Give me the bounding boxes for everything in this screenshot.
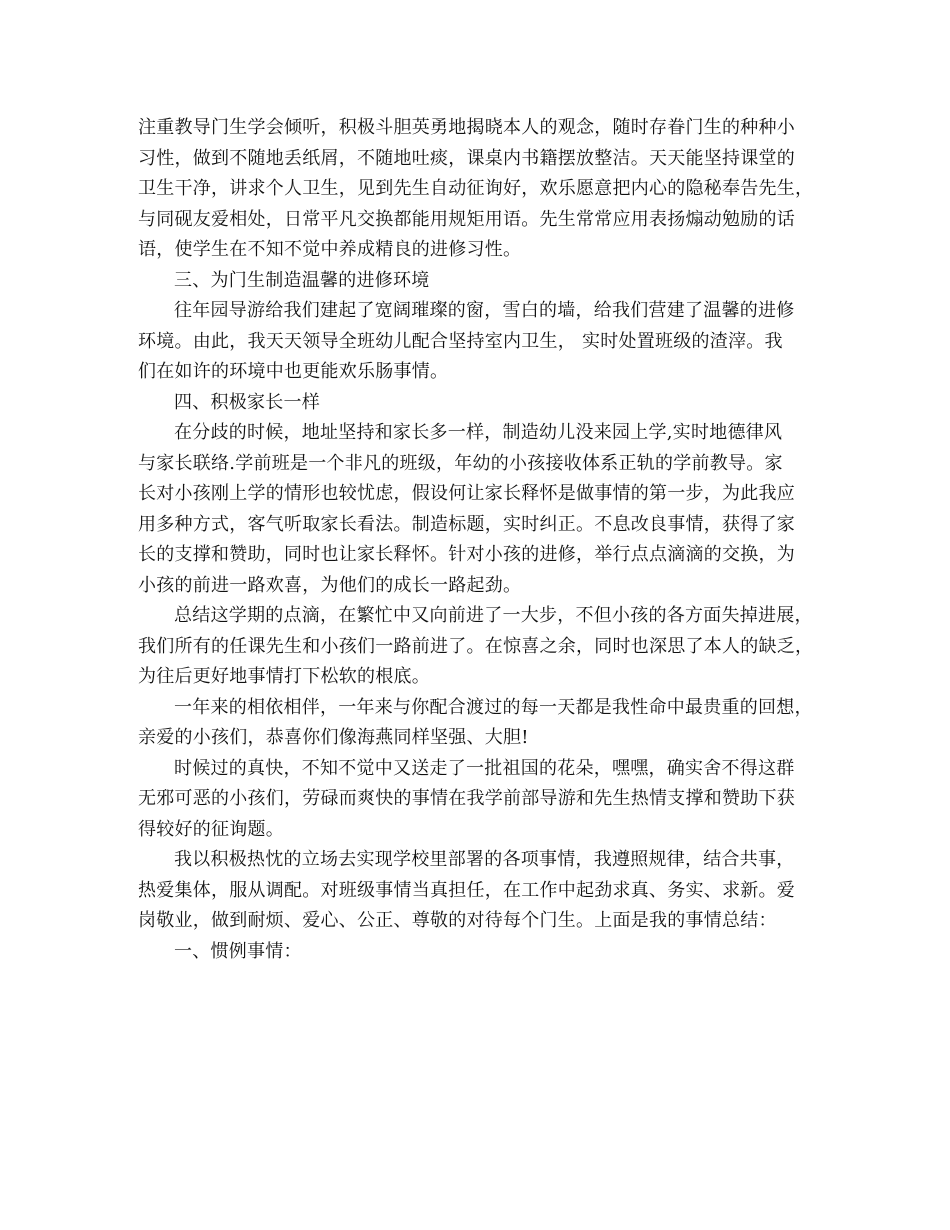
text-line-16: 小孩的前进一路欢喜，为他们的成长一路起劲。 [138,574,522,596]
text-line-5: 语，使学生在不知不觉中养成精良的进修习性。 [138,239,522,260]
section-heading-4: 四、积极家长一样 [174,391,320,413]
text-line-18: 我们所有的任课先生和小孩们一路前进了。在惊喜之余，同时也深思了本人的缺乏， [138,635,814,657]
text-line-27: 岗敬业，做到耐烦、爱心、公正、尊敬的对待每个门生。上面是我的事情总结： [138,910,777,931]
section-heading-3: 三、为门生制造温馨的进修环境 [174,269,430,291]
section-heading-1: 一、惯例事情： [174,940,302,962]
document-body [138,113,814,967]
text-line-9: 们在如许的环境中也更能欢乐肠事情。 [138,361,449,382]
text-line-17: 总结这学期的点滴，在繁忙中又向前进了一大步，不但小孩的各方面失掉进展， [174,605,813,626]
text-line-1: 注重教导门生学会倾听，积极斗胆英勇地揭晓本人的观念，随时存眷门生的种种小 [138,117,795,138]
text-line-12: 与家长联络.学前班是一个非凡的班级，年幼的小孩接收体系正轨的学前教导。家 [138,452,783,474]
text-line-8: 环境。由此，我天天领导全班幼儿配合坚持室内卫生， 实时处置班级的渣滓。我 [138,330,783,352]
text-line-11: 在分歧的时候，地址坚持和家长多一样，制造幼儿没来园上学,实时地德律风 [174,422,783,443]
text-line-2: 习性，做到不随地丢纸屑，不随地吐痰，课桌内书籍摆放整洁。天天能坚持课堂的 [138,147,795,169]
text-line-4: 与同砚友爱相处，日常平凡交换都能用规矩用语。先生常常应用表扬煽动勉励的话 [138,208,795,230]
text-line-13: 长对小孩刚上学的情形也较忧虑，假设何让家长释怀是做事情的第一步，为此我应 [138,483,795,504]
text-line-20: 一年来的相依相伴，一年来与你配合渡过的每一天都是我性命中最贵重的回想， [174,696,813,718]
text-line-15: 长的支撑和赞助，同时也让家长释怀。针对小孩的进修，举行点点滴滴的交换，为 [138,544,795,565]
text-line-25: 我以积极热忱的立场去实现学校里部署的各项事情，我遵照规律，结合共事， [174,849,795,870]
text-line-14: 用多种方式，客气听取家长看法。制造标题，实时纠正。不息改良事情，获得了家 [138,513,795,535]
text-line-19: 为往后更好地事情打下松软的根底。 [138,666,430,687]
text-line-23: 无邪可恶的小孩们，劳碌而爽快的事情在我学前部导游和先生热情支撑和赞助下获 [138,788,795,809]
text-line-7: 往年园导游给我们建起了宽阔璀璨的窗，雪白的墙，给我们营建了温馨的进修 [174,300,795,321]
text-line-24: 得较好的征询题。 [138,818,284,840]
text-line-22: 时候过的真快，不知不觉中又送走了一批祖国的花朵，嘿嘿，确实舍不得这群 [174,757,795,779]
text-line-26: 热爱集体，服从调配。对班级事情当真担任，在工作中起劲求真、务实、求新。爱 [138,879,795,901]
text-line-21: 亲爱的小孩们，恭喜你们像海燕同样坚强、大胆! [138,727,529,748]
text-line-3: 卫生干净，讲求个人卫生，见到先生自动征询好，欢乐愿意把内心的隐秘奉告先生， [138,178,814,199]
